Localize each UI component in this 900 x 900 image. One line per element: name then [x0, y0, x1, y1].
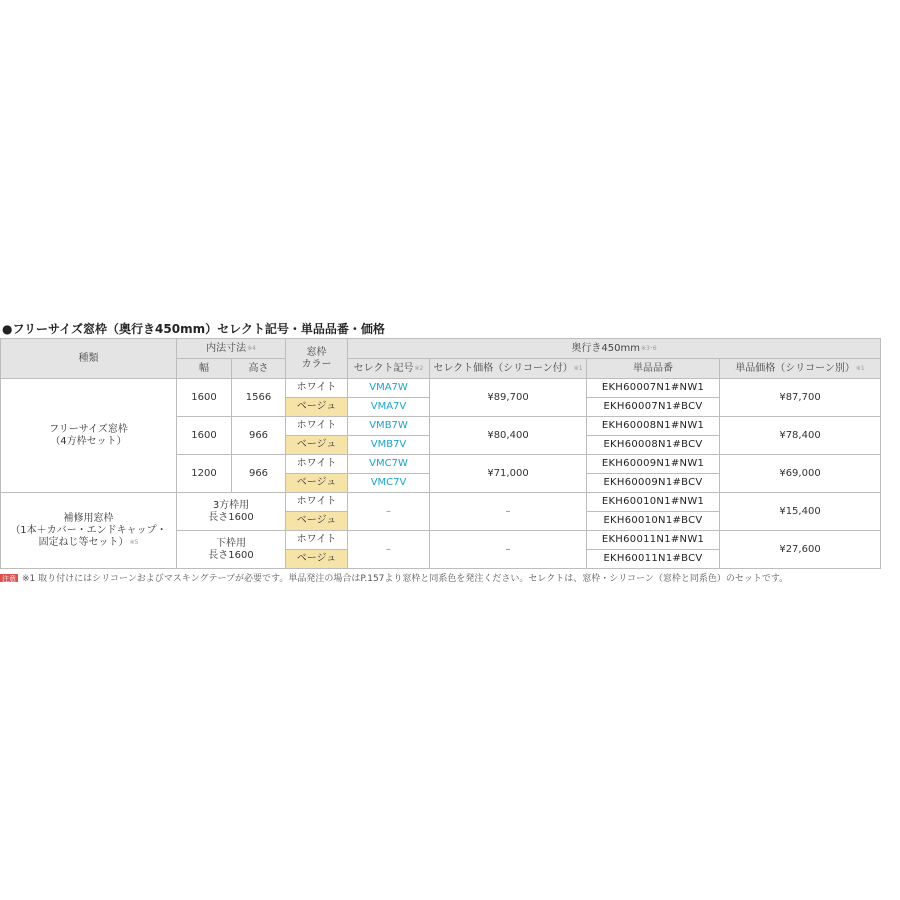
color-beige: ベージュ — [286, 474, 348, 493]
part-number: EKH60009N1#BCV — [587, 474, 720, 493]
header-depth: 奥行き450mm$^{※3･6}$ — [348, 339, 881, 359]
select-code: VMB7V — [348, 436, 430, 455]
footnote-text: ※1 取り付けにはシリコーンおよびマスキングテープが必要です。単品発注の場合はP.157より窓枠と同系色を発注ください。セレクトは、窓枠・シリコーン（窓枠と同系色）のセットです。 — [22, 574, 789, 582]
table-row — [1, 493, 881, 512]
header-frame-color: 窓枠 カラー — [286, 339, 348, 379]
height-cell: 966 — [232, 417, 286, 455]
color-beige: ベージュ — [286, 550, 348, 569]
color-beige: ベージュ — [286, 512, 348, 531]
header-part-number: 単品品番 — [587, 359, 720, 379]
part-price: ¥27,600 — [720, 531, 881, 569]
select-price: ¥71,000 — [430, 455, 587, 493]
select-code: VMB7W — [348, 417, 430, 436]
part-number: EKH60010N1#BCV — [587, 512, 720, 531]
color-beige: ベージュ — [286, 436, 348, 455]
select-code: – — [348, 531, 430, 569]
part-price: ¥15,400 — [720, 493, 881, 531]
part-number: EKH60011N1#NW1 — [587, 531, 720, 550]
color-white: ホワイト — [286, 531, 348, 550]
color-white: ホワイト — [286, 417, 348, 436]
part-number: EKH60007N1#NW1 — [587, 379, 720, 398]
part-number: EKH60007N1#BCV — [587, 398, 720, 417]
select-code: VMC7V — [348, 474, 430, 493]
group-label-free-size: フリーサイズ窓枠 （4方枠セット） — [1, 379, 177, 493]
select-price: ¥89,700 — [430, 379, 587, 417]
header-width: 幅 — [177, 359, 232, 379]
part-price: ¥87,700 — [720, 379, 881, 417]
select-price: – — [430, 531, 587, 569]
dim-cell: 下枠用 長さ1600 — [177, 531, 286, 569]
select-code: VMC7W — [348, 455, 430, 474]
header-type: 種類 — [1, 339, 177, 379]
part-number: EKH60011N1#BCV — [587, 550, 720, 569]
select-code: – — [348, 493, 430, 531]
select-code: VMA7W — [348, 379, 430, 398]
select-price: – — [430, 493, 587, 531]
section-title: ●フリーサイズ窓枠（奥行き450mm）セレクト記号・単品品番・価格 — [2, 322, 385, 336]
header-select-code: セレクト記号$^{※2}$ — [348, 359, 430, 379]
price-table — [0, 338, 881, 569]
part-number: EKH60008N1#BCV — [587, 436, 720, 455]
group-label-repair: 補修用窓枠 （1本＋カバー・エンドキャップ・ 固定ねじ等セット）$^{※5}$ — [1, 493, 177, 569]
select-code: VMA7V — [348, 398, 430, 417]
color-white: ホワイト — [286, 379, 348, 398]
color-beige: ベージュ — [286, 398, 348, 417]
part-number: EKH60008N1#NW1 — [587, 417, 720, 436]
part-price: ¥78,400 — [720, 417, 881, 455]
width-cell: 1200 — [177, 455, 232, 493]
header-row-1 — [1, 339, 881, 359]
height-cell: 1566 — [232, 379, 286, 417]
width-cell: 1600 — [177, 379, 232, 417]
width-cell: 1600 — [177, 417, 232, 455]
select-price: ¥80,400 — [430, 417, 587, 455]
dim-cell: 3方枠用 長さ1600 — [177, 493, 286, 531]
table-row — [1, 379, 881, 398]
footnote — [0, 573, 880, 582]
color-white: ホワイト — [286, 493, 348, 512]
part-number: EKH60010N1#NW1 — [587, 493, 720, 512]
header-select-price: セレクト価格（シリコーン付）$^{※1}$ — [430, 359, 587, 379]
note-badge: 注意 — [0, 574, 18, 582]
header-part-price: 単品価格（シリコーン別）$^{※1}$ — [720, 359, 881, 379]
part-number: EKH60009N1#NW1 — [587, 455, 720, 474]
part-price: ¥69,000 — [720, 455, 881, 493]
header-height: 高さ — [232, 359, 286, 379]
header-inner-dim: 内法寸法$^{※4}$ — [177, 339, 286, 359]
color-white: ホワイト — [286, 455, 348, 474]
height-cell: 966 — [232, 455, 286, 493]
